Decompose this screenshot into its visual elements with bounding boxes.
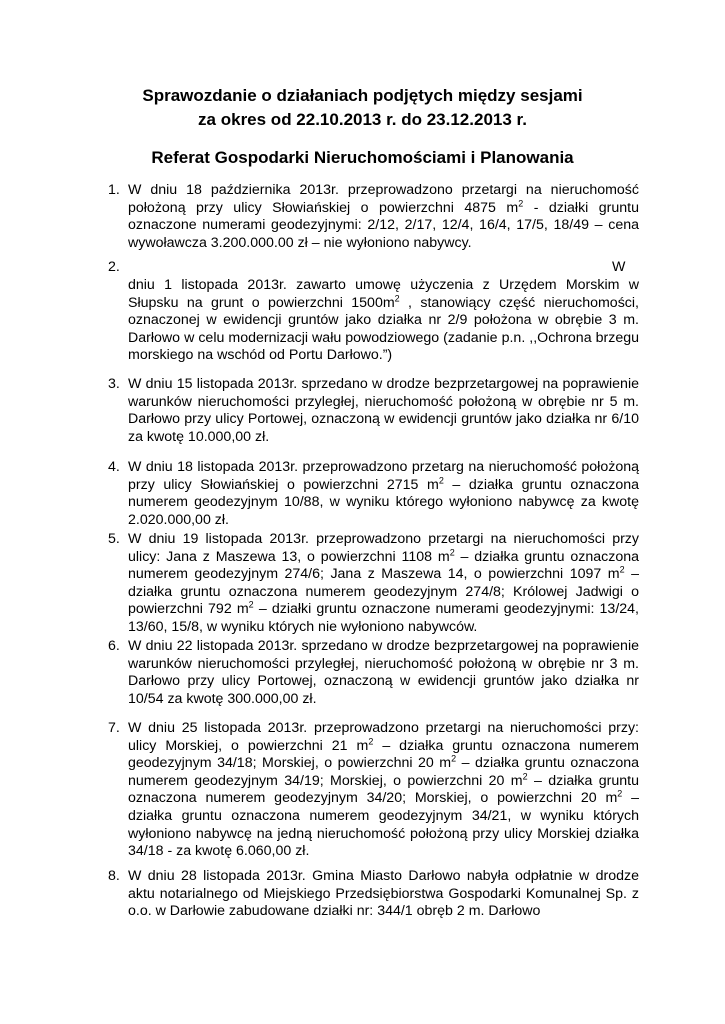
section-heading: Referat Gospodarki Nieruchomościami i Planowania — [151, 148, 574, 167]
item-text: dniu 1 listopada 2013r. zawarto umowę użyczenia z Urzędem Morskim w Słupsku na grunt o powierzchni $1500m^2$ , stanowiący część nieruchomości, oznaczonej w ewidencji gruntów jako działka nr 2/9 położona w obrębie 3 m. Darłowo w celu modernizacji wału powodziowego (zadanie p.n. ,,Ochrona brzegu morskiego na wschód od Portu Darłowo.”) — [128, 277, 639, 364]
item-text: W dniu 18 listopada 2013r. przeprowadzono przetarg na nieruchomość położoną przy ulicy Słowiańskiej o powierzchni 2715 $m^2$ – działka gruntu oznaczona numerem geodezyjnym 10/88, w wyniku którego wyłoniono nabywcę za kwotę 2.020.000,00 zł. — [128, 459, 640, 528]
item-number: 8. — [108, 868, 120, 884]
item-text: W dniu 19 listopada 2013r. przeprowadzono przetargi na nieruchomości przy ulicy: Jana z Maszewa 13, o powierzchni 1108 $m^2$ – działka gruntu oznaczona numerem geodezyjnym 274/6; Jana z Maszewa 14, o powierzchni 1097 $m^2$ – działka gruntu oznaczona numerem geodezyjnym 274/8; Królowej Jadwigi o powierzchni 792 $m^2$ – działki gruntu oznaczone numerami geodezyjnymi: 13/24, 13/60, 15/8, w wyniku których nie wyłoniono nabywców. — [128, 531, 639, 635]
item-number: 3. — [108, 376, 120, 392]
document-title-line-2: za okres od 22.10.2013 r. do 23.12.2013 r. — [198, 110, 527, 129]
item-text: W dniu 18 października 2013r. przeprowadzono przetargi na nieruchomość położoną przy ulicy Słowiańskiej o powierzchni 4875 $m^2$ - działki gruntu oznaczone numerami geodezyjnymi: 2/12, 2/17, 12/4, 16/4, 17/5, 18/49 – cena wywoławcza 3.200.000.00 zł – nie wyłoniono nabywcy. — [128, 182, 639, 251]
item-text: W dniu 28 listopada 2013r. Gmina Miasto Darłowo nabyła odpłatnie w drodze aktu notarialnego od Miejskiego Przedsiębiorstwa Gospodarki Komunalnej Sp. z o.o. w Darłowie zabudowane działki nr: 344/1 obręb 2 m. Darłowo — [128, 868, 639, 920]
item-text: W dniu 25 listopada 2013r. przeprowadzono przetargi na nieruchomości przy: ulicy Morskiej, o powierzchni 21 $m^2$ – działka gruntu oznaczona numerem geodezyjnym 34/18; Morskiej, o powierzchni 20 $m^2$ – działka gruntu oznaczona numerem geodezyjnym 34/19; Morskiej, o powierzchni 20 $m^2$ – działka gruntu oznaczona numerem geodezyjnym 34/20; Morskiej, o powierzchni 20 $m^2$ – działka gruntu oznaczona numerem geodezyjnym 34/21, w wyniku których wyłoniono nabywcę na jedną nieruchomość położoną przy ulicy Morskiej działka 34/18 - za kwotę 6.060,00 zł. — [128, 720, 640, 860]
item-number: 6. — [108, 638, 120, 654]
item-text: W dniu 22 listopada 2013r. sprzedano w drodze bezprzetargowej na poprawienie warunków nieruchomości przyległej, nieruchomość położoną w obrębie nr 3 m. Darłowo przy ulicy Portowej, oznaczoną w ewidencji gruntów jako działka nr 10/54 za kwotę 300.000,00 zł. — [128, 638, 639, 707]
document-title-line-1: Sprawozdanie o działaniach podjętych między sesjami — [142, 86, 583, 105]
item-number: 4. — [108, 459, 120, 475]
item-number: 1. — [108, 182, 120, 198]
item-text: W dniu 15 listopada 2013r. sprzedano w drodze bezprzetargowej na poprawienie warunków nieruchomości przyległej, nieruchomość położoną w obrębie nr 5 m. Darłowo przy ulicy Portowej, oznaczoną w ewidencji gruntów jako działka nr 6/10 za kwotę 10.000,00 zł. — [128, 376, 639, 445]
item-number: 5. — [108, 531, 120, 547]
item-number: 2. — [108, 259, 120, 275]
item-lead-word: W — [612, 259, 626, 275]
item-number: 7. — [108, 720, 120, 736]
